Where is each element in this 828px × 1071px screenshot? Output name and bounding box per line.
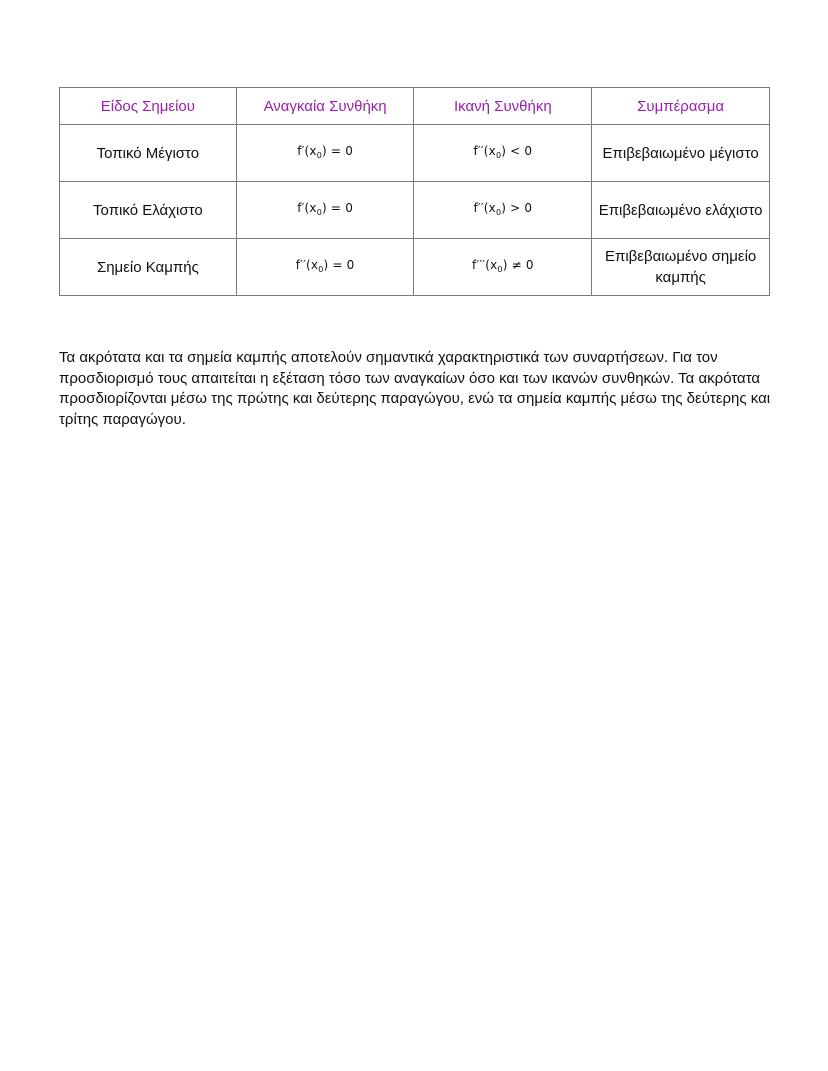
cell-sufficient-condition bbox=[414, 125, 592, 182]
cell-sufficient-condition bbox=[414, 239, 592, 296]
cell-necessary-condition bbox=[236, 182, 414, 239]
cell-necessary-condition bbox=[236, 125, 414, 182]
header-necessary-condition: Αναγκαία Συνθήκη bbox=[236, 88, 414, 125]
table-header-row bbox=[60, 88, 770, 125]
cell-point-type: Σημείο Καμπής bbox=[60, 239, 237, 296]
cell-point-type: Τοπικό Μέγιστο bbox=[60, 125, 237, 182]
formula: $f'''(x_0) \ne 0$ bbox=[472, 258, 534, 274]
conditions-table bbox=[59, 87, 770, 296]
formula: $f''(x_0) < 0$ bbox=[473, 144, 533, 160]
formula: $f''(x_0) > 0$ bbox=[473, 201, 533, 217]
formula: $f''(x_0) = 0$ bbox=[295, 258, 355, 274]
formula: $f'(x_0) = 0$ bbox=[297, 201, 354, 217]
table-row bbox=[60, 182, 770, 239]
table-row bbox=[60, 125, 770, 182]
header-sufficient-condition: Ικανή Συνθήκη bbox=[414, 88, 592, 125]
cell-necessary-condition bbox=[236, 239, 414, 296]
header-point-type: Είδος Σημείου bbox=[60, 88, 237, 125]
table-row bbox=[60, 239, 770, 296]
body-paragraph: Τα ακρότατα και τα σημεία καμπής αποτελούν σημαντικά χαρακτηριστικά των συναρτήσεων. Για τον προσδιορισμό τους απαιτείται η εξέταση τόσο των αναγκαίων όσο και των ικανών συνθηκών. Τα ακρότατα προσδιορίζονται μέσω της πρώτης και δεύτερης παραγώγου, ενώ τα σημεία καμπής μέσω της δεύτερης και τρίτης παραγώγου. bbox=[59, 349, 771, 428]
formula: $f'(x_0) = 0$ bbox=[297, 144, 354, 160]
cell-point-type: Τοπικό Ελάχιστο bbox=[60, 182, 237, 239]
cell-conclusion: Επιβεβαιωμένο ελάχιστο bbox=[592, 182, 770, 239]
cell-sufficient-condition bbox=[414, 182, 592, 239]
cell-conclusion: Επιβεβαιωμένο σημείο καμπής bbox=[592, 239, 770, 296]
cell-conclusion: Επιβεβαιωμένο μέγιστο bbox=[592, 125, 770, 182]
header-conclusion: Συμπέρασμα bbox=[592, 88, 770, 125]
